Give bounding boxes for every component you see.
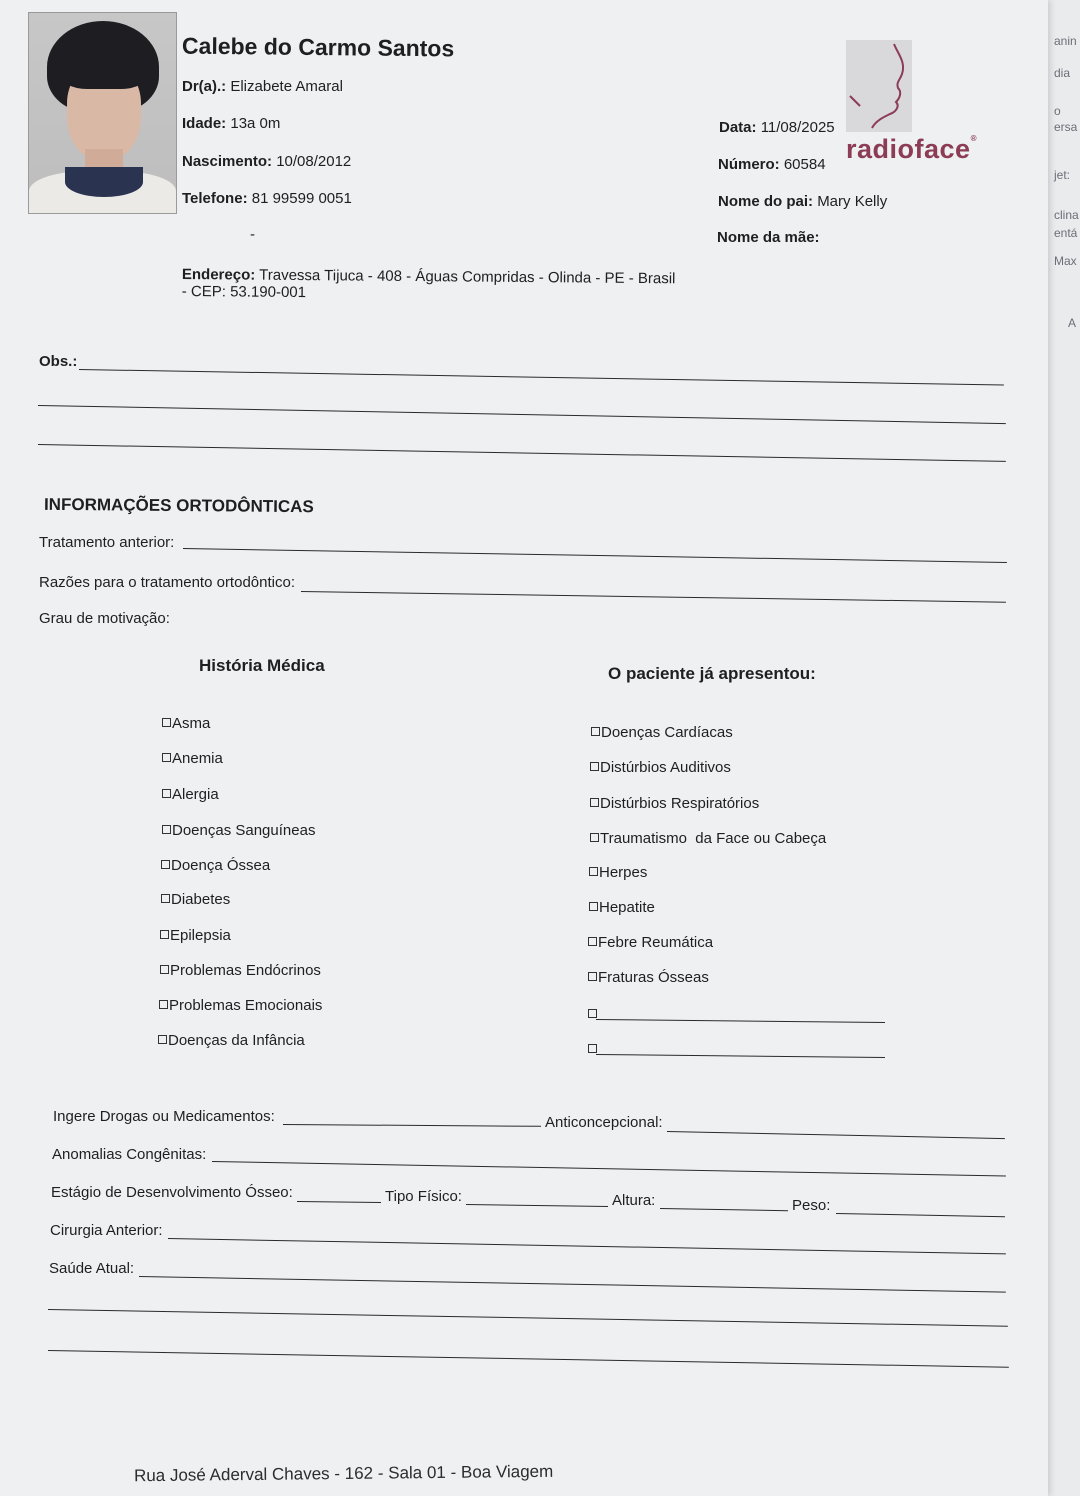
body-type-label: Tipo Físico: [385,1188,462,1205]
checkbox-label: Distúrbios Respiratórios [600,795,760,812]
mother-label: Nome da mãe: [717,229,820,246]
body-type-line [466,1204,608,1207]
age-field [182,115,280,132]
drugs-label: Ingere Drogas ou Medicamentos: [53,1108,275,1125]
blank-line [596,1019,885,1023]
checkbox-icon[interactable] [588,1044,597,1053]
checkbox-item[interactable] [162,715,210,732]
checkbox-label: Doença Óssea [171,857,271,874]
background-text: jet: [1054,168,1071,182]
background-text: ersa [1054,120,1078,134]
checkbox-item[interactable] [590,795,759,812]
checkbox-item[interactable] [160,962,321,979]
checkbox-item[interactable] [590,830,826,847]
father-value: Mary Kelly [817,193,888,210]
checkbox-label: Doenças Cardíacas [601,724,733,741]
birth-label: Nascimento: [182,153,273,170]
checkbox-icon[interactable] [588,1009,597,1018]
address-label: Endereço: [181,266,256,284]
age-value: 13a 0m [230,115,281,132]
checkbox-icon[interactable] [591,727,600,736]
checkbox-icon[interactable] [162,789,171,798]
checkbox-icon[interactable] [590,798,599,807]
checkbox-icon[interactable] [161,860,170,869]
checkbox-label: Alergia [172,786,219,803]
background-text: A [1068,316,1077,330]
doctor-value: Elizabete Amaral [230,78,343,95]
mother-field [717,229,820,246]
doctor-label: Dr(a).: [182,78,227,95]
checkbox-label: Asma [172,715,211,732]
obs-line-3 [38,444,1006,462]
anomalies-line [212,1161,1006,1177]
background-text: clina [1054,208,1079,222]
number-value: 60584 [783,156,826,173]
previous-treatment-line [183,548,1007,563]
checkbox-label: Problemas Endócrinos [170,962,321,979]
checkbox-item[interactable] [158,1032,305,1049]
health-line-2 [48,1309,1008,1327]
checkbox-icon[interactable] [160,965,169,974]
bone-stage-line [297,1201,381,1203]
checkbox-icon[interactable] [589,902,598,911]
checkbox-item[interactable] [162,786,219,803]
height-line [660,1208,788,1211]
checkbox-item[interactable] [162,822,315,839]
background-text: o [1054,104,1061,118]
logo-silhouette-icon [846,40,912,132]
obs-line-1 [79,369,1004,385]
address-line1: Travessa Tijuca - 408 - Águas Compridas - Olinda - PE - Brasil [259,266,676,288]
checkbox-label: Hepatite [599,899,655,916]
logo-registered: ® [970,134,977,143]
date-field [719,119,835,136]
checkbox-label: Febre Reumática [598,934,714,951]
health-line [139,1276,1006,1293]
checkbox-item[interactable] [589,864,647,881]
blank-line [596,1054,885,1058]
medical-history-title: História Médica [199,656,325,675]
logo-wordmark [846,134,977,165]
bone-stage-label: Estágio de Desenvolvimento Ósseo: [51,1184,293,1201]
checkbox-label: Problemas Emocionais [169,997,323,1014]
background-text: dia [1054,66,1071,80]
checkbox-icon[interactable] [158,1035,167,1044]
birth-value: 10/08/2012 [276,153,352,170]
date-value: 11/08/2025 [760,119,835,136]
health-line-3 [48,1350,1009,1368]
checkbox-icon[interactable] [162,825,171,834]
anomalies-label: Anomalias Congênitas: [52,1146,207,1163]
doctor-field [182,78,343,95]
checkbox-icon[interactable] [161,894,170,903]
checkbox-icon[interactable] [588,972,597,981]
health-label: Saúde Atual: [49,1260,135,1277]
phone-value: 81 99599 0051 [251,190,352,207]
phone-label: Telefone: [182,190,248,207]
weight-line [836,1213,1005,1217]
address-line2: - CEP: 53.190-001 [181,282,307,302]
checkbox-label: Anemia [172,750,223,767]
patient-photo [28,12,177,214]
checkbox-label: Traumatismo da Face ou Cabeça [600,830,827,847]
checkbox-item[interactable] [159,997,322,1014]
checkbox-item[interactable] [588,969,709,986]
checkbox-item[interactable] [161,857,270,874]
blank-checkbox-item[interactable] [588,1006,598,1023]
obs-label: Obs.: [39,353,78,370]
checkbox-icon[interactable] [588,937,597,946]
checkbox-label: Diabetes [171,891,231,908]
checkbox-label: Herpes [599,864,648,881]
blank-checkbox-item[interactable] [588,1041,598,1058]
surgery-line [168,1238,1006,1254]
checkbox-item[interactable] [588,934,713,951]
patient-name: Calebe do Carmo Santos [181,32,455,62]
obs-line-2 [38,405,1006,424]
checkbox-item[interactable] [162,750,223,767]
checkbox-icon[interactable] [590,833,599,842]
age-label: Idade: [182,115,227,132]
checkbox-item[interactable] [590,759,731,776]
checkbox-label: Distúrbios Auditivos [600,759,731,776]
checkbox-item[interactable] [160,927,231,944]
checkbox-label: Doenças Sanguíneas [172,822,316,839]
checkbox-label: Fraturas Ósseas [598,969,709,986]
checkbox-label: Epilepsia [170,927,231,944]
birth-field [182,153,351,170]
contraceptive-label: Anticoncepcional: [545,1114,663,1131]
weight-label: Peso: [792,1197,831,1214]
father-label: Nome do pai: [718,193,814,210]
checkbox-icon[interactable] [589,867,598,876]
father-field [718,193,887,210]
dash: - [250,226,255,243]
background-text: Max [1054,254,1077,268]
height-label: Altura: [612,1192,656,1209]
checkbox-icon[interactable] [590,762,599,771]
background-text: entá [1054,226,1078,240]
footer-address: Rua José Aderval Chaves - 162 - Sala 01 - Boa Viagem [133,1461,554,1486]
date-label: Data: [719,119,757,136]
reasons-label: Razões para o tratamento ortodôntico: [39,574,295,591]
number-label: Número: [718,156,780,173]
logo-text: radioface [846,134,971,164]
background-text: anin [1054,34,1077,48]
contraceptive-line [667,1131,1005,1139]
checkbox-item[interactable] [589,899,655,916]
checkbox-item[interactable] [591,724,733,741]
drugs-line [283,1124,541,1127]
checkbox-label: Doenças da Infância [168,1032,305,1049]
motivation-label: Grau de motivação: [39,610,170,627]
checkbox-item[interactable] [161,891,230,908]
checkbox-icon[interactable] [162,718,171,727]
patient-history-title: O paciente já apresentou: [608,664,816,683]
surgery-label: Cirurgia Anterior: [50,1222,163,1239]
number-field [718,156,826,173]
previous-treatment-label: Tratamento anterior: [39,534,175,551]
reasons-line [301,591,1006,603]
phone-field [182,190,352,207]
ortho-title: INFORMAÇÕES ORTODÔNTICAS [43,494,314,517]
checkbox-icon[interactable] [160,930,169,939]
checkbox-icon[interactable] [162,753,171,762]
address-field [182,266,676,304]
checkbox-icon[interactable] [159,1000,168,1009]
